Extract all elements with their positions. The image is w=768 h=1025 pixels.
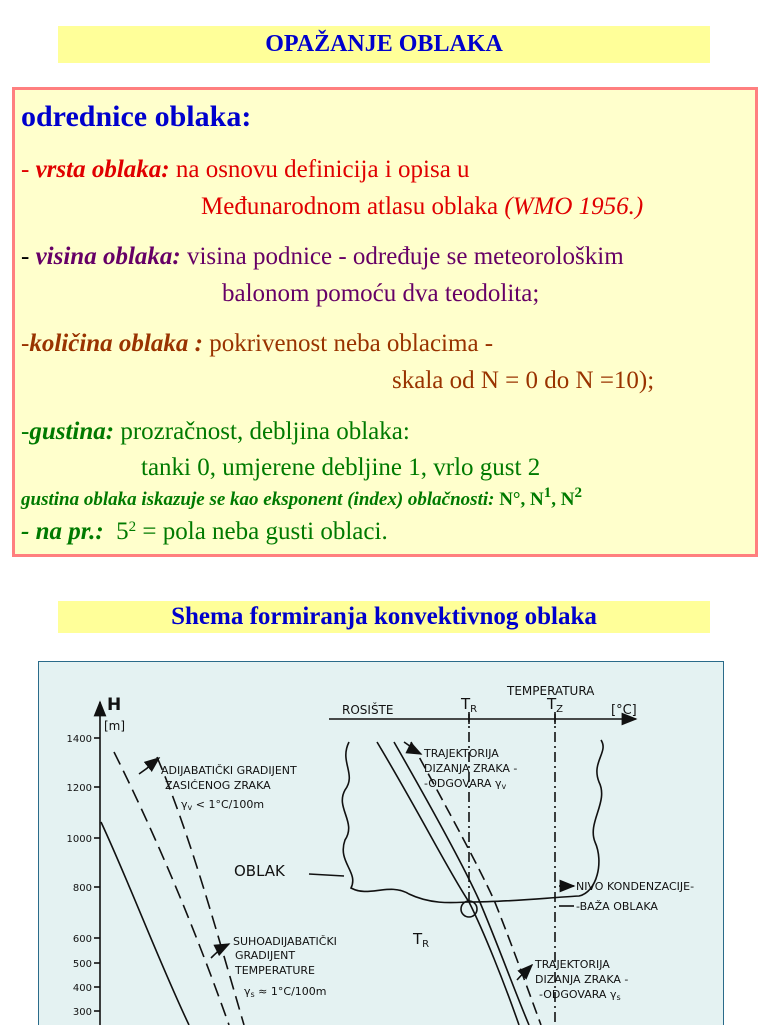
convective-cloud-diagram [38, 661, 724, 1025]
example-sup: 2 [128, 519, 137, 535]
svg-text:-ODGOVARA γs: -ODGOVARA γs [539, 988, 621, 1002]
svg-text:γv < 1°C/100m: γv < 1°C/100m [181, 798, 265, 812]
svg-text:-BAŽA OBLAKA: -BAŽA OBLAKA [576, 900, 658, 913]
item-dash: - [21, 243, 36, 270]
item-visina-cont: balonom pomoću dva teodolita; [222, 280, 540, 307]
item-text: prozračnost, debljina oblaka: [114, 418, 410, 445]
saturated-adiabatic-line [114, 752, 229, 1025]
y-tick-label: 300 [72, 1007, 92, 1018]
trajectory-dry-label [534, 958, 628, 1002]
temperature-title: TEMPERATURA [507, 684, 595, 698]
dry-adiabatic-line [101, 822, 189, 1025]
condensation-level-label [576, 880, 694, 913]
item-gustina-cont: tanki 0, umjerene debljine 1, vrlo gust 2 [141, 454, 541, 481]
item-text: pokrivenost neba oblacima - [202, 330, 494, 357]
cloud-determinants-panel [12, 87, 758, 557]
y-tick-label: 1000 [66, 834, 92, 845]
tr-lower-label: $T_R$ [413, 930, 430, 950]
temperature-unit: [°C] [611, 703, 637, 718]
svg-text:ADIJABATIČKI GRADIJENT: ADIJABATIČKI GRADIJENT [161, 764, 297, 777]
h-axis-label: H [107, 695, 122, 715]
tr-label: $T_R$ [461, 695, 478, 715]
item-vrsta [21, 156, 470, 184]
svg-text:TRAJEKTORIJA: TRAJEKTORIJA [424, 747, 499, 760]
svg-text:TEMPERATURE: TEMPERATURE [235, 964, 315, 977]
item-term: vrsta oblaka: [35, 156, 170, 183]
h-axis-unit: [m] [104, 719, 126, 733]
saturated-adiabatic-label [161, 764, 297, 812]
y-tick-label: 600 [72, 934, 92, 945]
item-vrsta-cont [201, 193, 643, 221]
svg-text:ZASIĆENOG ZRAKA: ZASIĆENOG ZRAKA [165, 779, 271, 792]
y-tick-label: 400 [72, 983, 92, 994]
section-heading: odrednice oblaka: [21, 100, 252, 133]
section-subtitle: Shema formiranja konvektivnog oblaka [58, 601, 710, 633]
dry-adiabatic-label [233, 935, 337, 999]
item-text: Međunarodnom atlasu oblaka [201, 193, 505, 220]
item-term: visina oblaka: [35, 243, 181, 270]
item-text: visina podnice - određuje se meteorološkim [180, 243, 624, 270]
item-term: gustina: [29, 418, 115, 445]
item-dash: - [21, 330, 30, 357]
page-title: OPAŽANJE OBLAKA [58, 26, 710, 63]
item-kolicina [21, 330, 493, 358]
note-text: gustina oblaka iskazuje se kao eksponent (index) oblačnosti: [21, 489, 500, 510]
item-dash: - [21, 156, 36, 183]
example-base: 5 [116, 518, 129, 545]
svg-text:NIVO KONDENZACIJE-: NIVO KONDENZACIJE- [576, 880, 695, 893]
item-kolicina-cont: skala od N = 0 do N =10); [392, 367, 655, 394]
rosiste-label: ROSIŠTE [342, 703, 394, 717]
y-tick-label: 1200 [66, 783, 92, 794]
y-tick-label: 800 [72, 883, 92, 894]
svg-text:DIZANJA ZRAKA -: DIZANJA ZRAKA - [424, 762, 518, 775]
item-term: količina oblaka : [29, 330, 203, 357]
svg-text:DIZANJA ZRAKA -: DIZANJA ZRAKA - [535, 973, 629, 986]
example-term: - na pr.: [21, 518, 104, 545]
svg-text:TRAJEKTORIJA: TRAJEKTORIJA [535, 958, 610, 971]
item-ref: (WMO 1956.) [504, 193, 644, 220]
svg-text:GRADIJENT: GRADIJENT [235, 949, 296, 962]
diagram-svg [39, 662, 723, 1025]
item-visina [21, 243, 624, 271]
cloud-label: OBLAK [234, 862, 285, 880]
item-gustina [21, 418, 410, 446]
y-tick-label: 1400 [66, 734, 92, 745]
trajectory-saturated-label [423, 747, 517, 791]
item-dash: - [21, 418, 30, 445]
y-tick-label: 500 [72, 959, 92, 970]
note-symbols: N°, $N^1$, $N^2$ [499, 485, 582, 510]
svg-text:-ODGOVARA γv: -ODGOVARA γv [424, 777, 507, 791]
y-tick-labels [67, 734, 92, 1018]
tz-label: $T_Z$ [547, 695, 564, 715]
svg-text:SUHOADIJABATIČKI: SUHOADIJABATIČKI [233, 935, 337, 948]
item-text: na osnovu definicija i opisa u [169, 156, 470, 183]
example-line [21, 518, 388, 546]
svg-text:γs ≈ 1°C/100m: γs ≈ 1°C/100m [244, 985, 327, 999]
gustina-note [21, 485, 582, 511]
example-text: = pola neba gusti oblaci. [136, 518, 388, 545]
